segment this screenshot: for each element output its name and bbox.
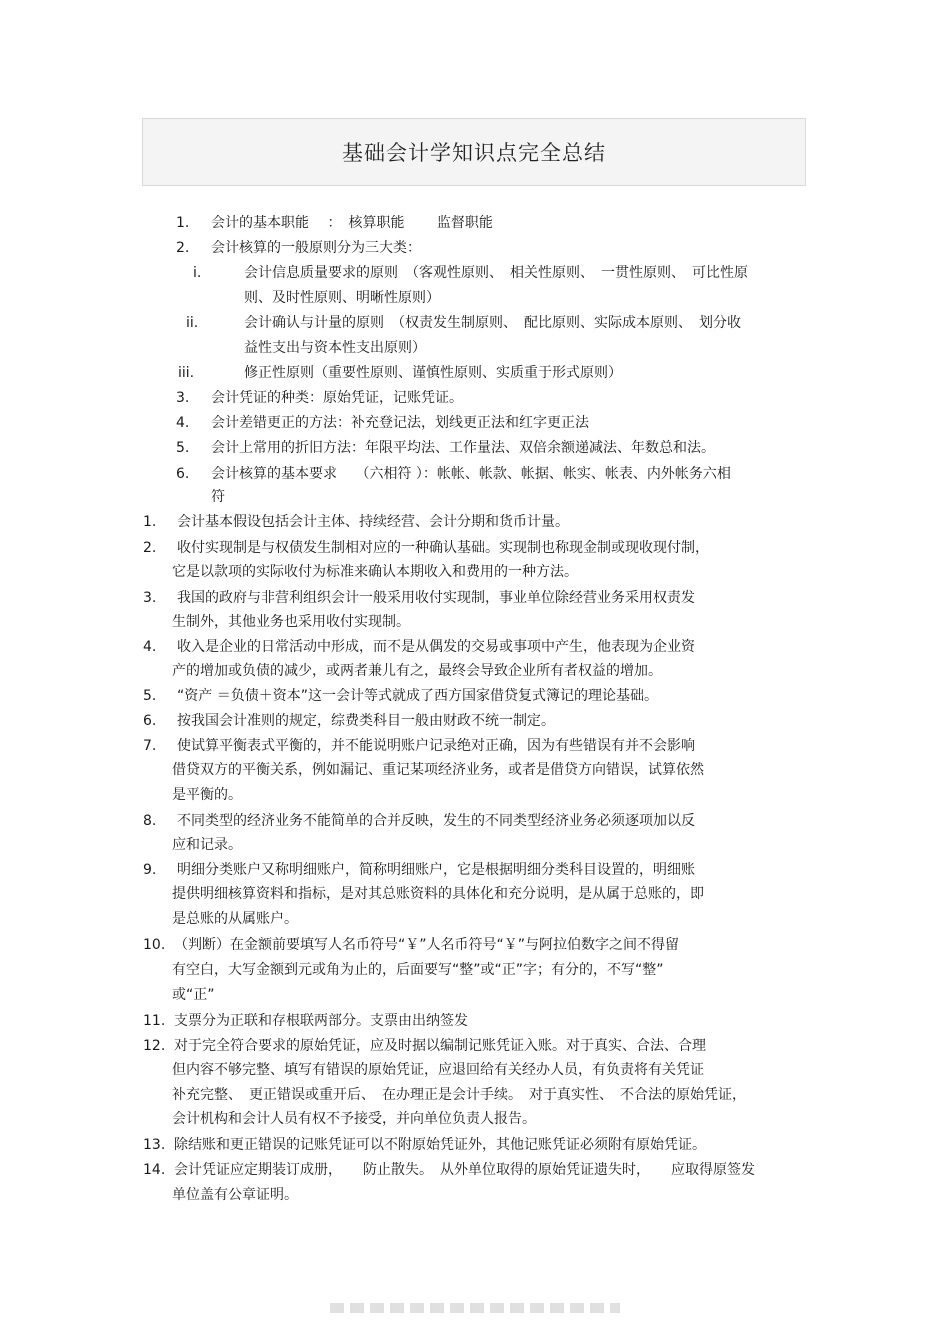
item-text-line: 补充完整、 更正错误或重开后、 在办理正是会计手续。 对于真实性、 不合法的原始凭证，: [172, 1087, 746, 1103]
item-text-line: 不同类型的经济业务不能简单的合并反映，发生的不同类型经济业务必须逐项加以反: [177, 813, 695, 829]
item-number: 3.: [143, 590, 157, 606]
item-text-line: 收付实现制是与权债发生制相对应的一种确认基础。实现制也称现金制或现收现付制，: [177, 540, 709, 556]
item-text-line: 应和记录。: [172, 837, 242, 853]
item-text-line: 会计信息质量要求的原则 （客观性原则、 相关性原则、 一贯性原则、 可比性原: [244, 265, 748, 281]
item-text-line: 按我国会计准则的规定，综费类科目一般由财政不统一制定。: [177, 713, 555, 729]
item-text-line: 会计凭证应定期装订成册， 防止散失。 从外单位取得的原始凭证遗失时， 应取得原签发: [174, 1162, 755, 1178]
item-text-line: 借贷双方的平衡关系，例如漏记、重记某项经济业务，或者是借贷方向错误，试算依然: [172, 762, 704, 778]
item-number: ii.: [186, 315, 199, 331]
item-text-line: 生制外，其他业务也采用收付实现制。: [172, 614, 410, 630]
item-text-line: 会计确认与计量的原则 （权责发生制原则、 配比原则、实际成本原则、 划分收: [244, 315, 741, 331]
item-text-line: 会计核算的基本要求 （六相符 ）：帐帐、帐款、帐据、帐实、帐表、内外帐务六相: [211, 466, 731, 482]
item-text-line: 会计上常用的折旧方法：年限平均法、工作量法、双倍余额递减法、年数总和法。: [211, 440, 715, 456]
item-text-line: 收入是企业的日常活动中形成，而不是从偶发的交易或事项中产生，他表现为企业资: [177, 639, 695, 655]
title-box: [142, 118, 806, 186]
item-number: 4.: [176, 415, 190, 431]
item-text-line: 有空白，大写金额到元或角为止的，后面要写“整”或“正”字；有分的，不写“整”: [172, 962, 664, 978]
item-text-line: 是平衡的。: [172, 787, 242, 803]
item-number: iii.: [178, 365, 195, 381]
item-text-line: 会计的基本职能 ： 核算职能 监督职能: [211, 215, 493, 231]
item-text-line: 除结账和更正错误的记账凭证可以不附原始凭证外，其他记账凭证必须附有原始凭证。: [174, 1137, 706, 1153]
item-text-line: 会计核算的一般原则分为三大类：: [211, 240, 421, 256]
item-number: 6.: [176, 466, 190, 482]
item-text-line: 益性支出与资本性支出原则）: [244, 340, 426, 356]
item-number: 11.: [143, 1013, 166, 1029]
item-number: 4.: [143, 639, 157, 655]
item-number: 3.: [176, 390, 190, 406]
item-text-line: 修正性原则（重要性原则、谨慎性原则、实质重于形式原则）: [244, 365, 622, 381]
item-text-line: 或“正”: [172, 987, 215, 1003]
item-text-line: 提供明细核算资料和指标，是对其总账资料的具体化和充分说明，是从属于总账的，即: [172, 886, 704, 902]
item-text-line: 会计差错更正的方法：补充登记法，划线更正法和红字更正法: [211, 415, 589, 431]
item-number: 1.: [176, 215, 190, 231]
item-number: 2.: [143, 540, 157, 556]
item-text-line: （判断）在金额前要填写人名币符号“￥”人名币符号“￥”与阿拉伯数字之间不得留: [174, 937, 680, 953]
page-title: 基础会计学知识点完全总结: [342, 141, 606, 165]
item-text-line: 则、及时性原则、明晰性原则）: [244, 290, 440, 306]
item-text-line: 会计基本假设包括会计主体、持续经营、会计分期和货币计量。: [177, 514, 569, 530]
item-number: 12.: [143, 1038, 166, 1054]
item-text-line: 单位盖有公章证明。: [172, 1187, 298, 1203]
item-text-line: 是总账的从属账户。: [172, 911, 298, 927]
watermark: [330, 1303, 620, 1313]
item-number: 5.: [176, 440, 190, 456]
item-number: i.: [193, 265, 202, 281]
item-number: 8.: [143, 813, 157, 829]
item-text-line: 符: [211, 489, 225, 505]
item-number: 7.: [143, 738, 157, 754]
item-number: 1.: [143, 514, 157, 530]
item-text-line: 会计机构和会计人员有权不予接受，并向单位负责人报告。: [172, 1111, 536, 1127]
item-text-line: 它是以款项的实际收付为标准来确认本期收入和费用的一种方法。: [172, 564, 578, 580]
item-text-line: 会计凭证的种类：原始凭证，记账凭证。: [211, 390, 463, 406]
item-number: 6.: [143, 713, 157, 729]
item-text-line: 但内容不够完整、填写有错误的原始凭证，应退回给有关经办人员，有负责将有关凭证: [172, 1062, 704, 1078]
item-number: 14.: [143, 1162, 166, 1178]
item-number: 13.: [143, 1137, 166, 1153]
item-number: 9.: [143, 862, 157, 878]
item-text-line: 我国的政府与非营利组织会计一般采用收付实现制，事业单位除经营业务采用权责发: [177, 590, 695, 606]
item-text-line: 明细分类账户又称明细账户，简称明细账户，它是根据明细分类科目设置的，明细账: [177, 862, 695, 878]
item-text-line: 对于完全符合要求的原始凭证，应及时据以编制记账凭证入账。对于真实、合法、合理: [174, 1038, 706, 1054]
item-text-line: 支票分为正联和存根联两部分。支票由出纳签发: [174, 1013, 468, 1029]
item-number: 2.: [176, 240, 190, 256]
item-text-line: 使试算平衡表式平衡的，并不能说明账户记录绝对正确，因为有些错误有并不会影响: [177, 738, 695, 754]
item-number: 5.: [143, 688, 157, 704]
item-number: 10.: [143, 937, 166, 953]
item-text-line: 产的增加或负债的减少，或两者兼儿有之，最终会导致企业所有者权益的增加。: [172, 663, 662, 679]
item-text-line: “资产 ＝负债＋资本”这一会计等式就成了西方国家借贷复式簿记的理论基础。: [177, 688, 658, 704]
